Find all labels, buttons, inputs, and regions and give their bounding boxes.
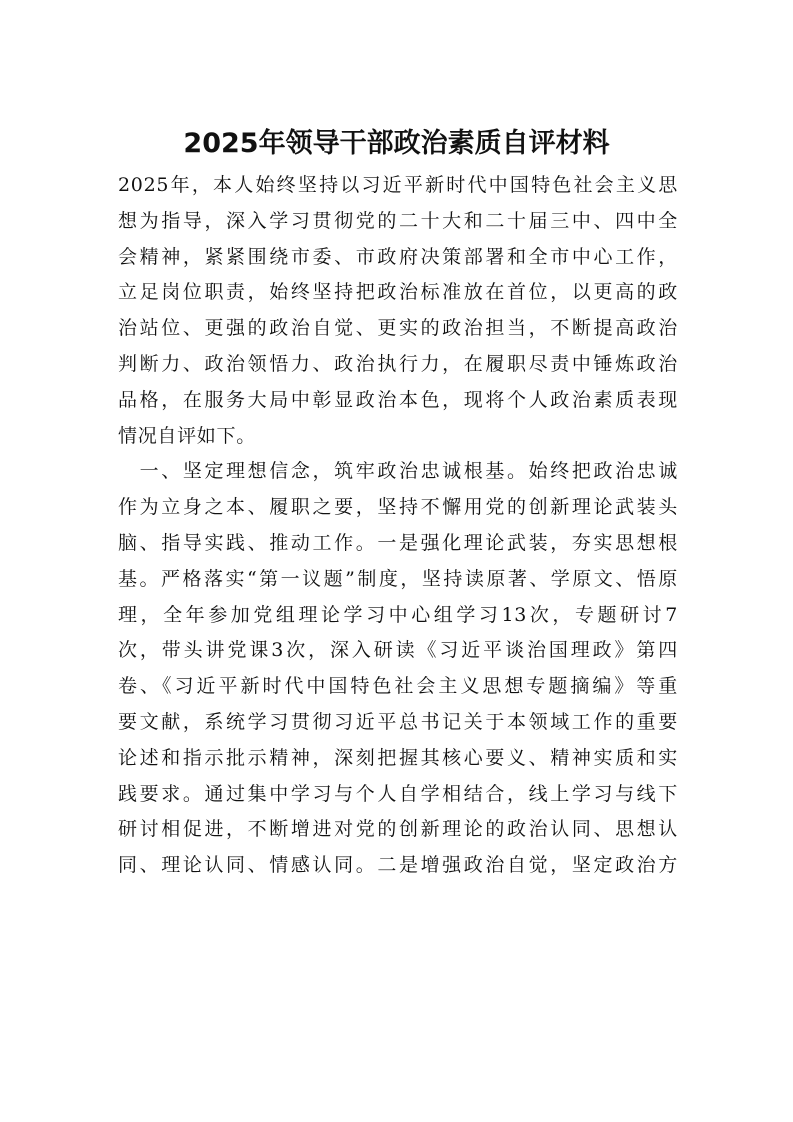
intro-paragraph	[118, 168, 678, 454]
text-line: 治站位、更强的政治自觉、更实的政治担当，不断提高政治	[118, 317, 678, 340]
text-line: 脑、指导实践、推动工作。一是强化理论武装，夯实思想根	[118, 531, 678, 554]
text-line: 立足岗位职责，始终坚持把政治标准放在首位，以更高的政	[118, 281, 678, 304]
text-line: 要文献，系统学习贯彻习近平总书记关于本领域工作的重要	[118, 710, 678, 733]
document-body	[118, 168, 678, 884]
text-line: 一、坚定理想信念，筑牢政治忠诚根基。始终把政治忠诚	[118, 460, 678, 483]
section-one-paragraph	[118, 454, 678, 884]
text-line: 品格，在服务大局中彰显政治本色，现将个人政治素质表现	[118, 388, 678, 411]
text-line: 论述和指示批示精神，深刻把握其核心要义、精神实质和实	[118, 746, 678, 769]
text-line: 践要求。通过集中学习与个人自学相结合，线上学习与线下	[118, 782, 678, 805]
document-title: 2025年领导干部政治素质自评材料	[183, 128, 610, 159]
text-line: 作为立身之本、履职之要，坚持不懈用党的创新理论武装头	[118, 496, 678, 519]
text-line: 会精神，紧紧围绕市委、市政府决策部署和全市中心工作，	[118, 245, 678, 268]
text-line: 基。严格落实“第一议题”制度，坚持读原著、学原文、悟原	[118, 567, 678, 590]
text-line: 判断力、政治领悟力、政治执行力，在履职尽责中锤炼政治	[118, 352, 678, 375]
text-line: 情况自评如下。	[118, 424, 256, 447]
text-line: 研讨相促进，不断增进对党的创新理论的政治认同、思想认	[118, 818, 678, 841]
text-line: 同、理论认同、情感认同。二是增强政治自觉，坚定政治方	[118, 854, 678, 877]
text-line: 次，带头讲党课3次，深入研读《习近平谈治国理政》第四	[118, 639, 678, 662]
text-line: 想为指导，深入学习贯彻党的二十大和二十届三中、四中全	[118, 209, 678, 232]
text-line: 2025年，本人始终坚持以习近平新时代中国特色社会主义思	[118, 174, 678, 196]
text-line: 卷、《习近平新时代中国特色社会主义思想专题摘编》等重	[118, 675, 678, 698]
text-line: 理，全年参加党组理论学习中心组学习13次，专题研讨7	[118, 603, 678, 626]
